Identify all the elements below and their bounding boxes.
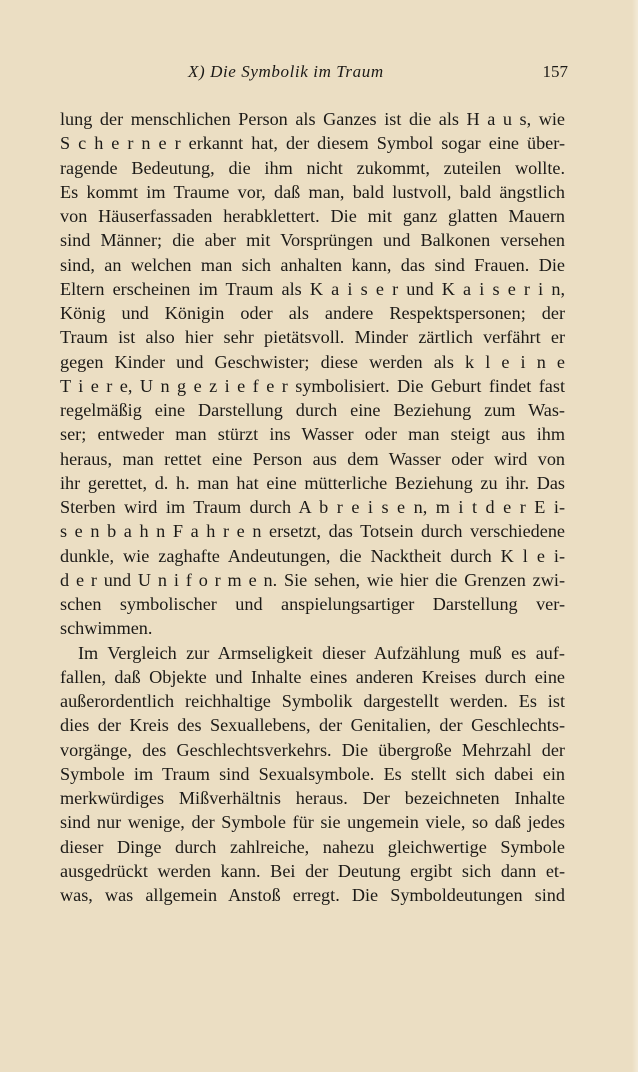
text-line: ser; entweder man stürzt ins Wasser oder man steigt aus ihm (60, 424, 565, 445)
text-line: gegen Kinder und Geschwister; diese werden als k l e i n e (60, 351, 565, 372)
text-line: Eltern erscheinen im Traum als K a i s e r und K a i s e r i n, (60, 278, 565, 299)
text-line: von Häuserfassaden herabklettert. Die mit ganz glatten Mauern (60, 206, 565, 226)
text-line: s e n b a h n F a h r e n ersetzt, das Totsein durch verschiedene (60, 521, 565, 542)
body-text (60, 107, 565, 907)
text-line: sind, an welchen man sich anhalten kann, das sind Frauen. Die (60, 254, 565, 275)
paragraph-end-line: schwimmen. (60, 618, 153, 639)
text-line: dunkle, wie zaghafte Andeutungen, die Nacktheit durch K l e i- (60, 545, 565, 566)
text-line: heraus, man rettet eine Person aus dem Wasser oder wird von (60, 448, 565, 469)
page-header (60, 58, 568, 88)
text-line: außerordentlich reichhaltige Symbolik dargestellt werden. Es ist (60, 691, 565, 711)
text-line: sind Männer; die aber mit Vorsprüngen und Balkonen versehen (60, 230, 565, 251)
text-line: was, was allgemein Anstoß erregt. Die Symboldeutungen sind (60, 885, 565, 905)
text-line: ausgedrückt werden kann. Bei der Deutung ergibt sich dann et- (60, 860, 565, 881)
text-line: ragende Bedeutung, die ihm nicht zukommt, zuteilen wollte. (60, 157, 565, 178)
text-line: T i e r e, U n g e z i e f e r symbolisiert. Die Geburt findet fast (60, 375, 565, 396)
running-title: X) Die Symbolik im Traum (188, 62, 384, 81)
page-number: 157 (542, 62, 568, 81)
text-line: ihr gerettet, d. h. man hat eine mütterliche Beziehung zu ihr. Das (60, 472, 565, 493)
text-line: fallen, daß Objekte und Inhalte eines anderen Kreises durch eine (60, 666, 565, 687)
text-line: König und Königin oder als andere Respektspersonen; der (60, 303, 565, 323)
text-line: S c h e r n e r erkannt hat, der diesem Symbol sogar eine über- (60, 133, 565, 154)
text-line: regelmäßig eine Darstellung durch eine Beziehung zum Was- (60, 400, 565, 420)
text-line: Traum ist also hier sehr pietätsvoll. Minder zärtlich verfährt er (60, 327, 565, 348)
text-line: merkwürdiges Mißverhältnis heraus. Der bezeichneten Inhalte (60, 788, 565, 808)
text-line: dies der Kreis des Sexuallebens, der Genitalien, der Geschlechts- (60, 715, 565, 736)
page-edge (632, 0, 638, 1072)
text-line: lung der menschlichen Person als Ganzes ist die als H a u s, wie (60, 109, 565, 129)
text-line: vorgänge, des Geschlechtsverkehrs. Die übergroße Mehrzahl der (60, 739, 565, 760)
text-line: Sterben wird im Traum durch A b r e i s e n, m i t d e r E i- (60, 497, 565, 517)
text-line: Es kommt im Traume vor, daß man, bald lustvoll, bald ängstlich (60, 181, 565, 202)
text-line: schen symbolischer und anspielungsartiger Darstellung ver- (60, 594, 565, 614)
text-line: sind nur wenige, der Symbole für sie ungemein viele, so daß jedes (60, 812, 565, 833)
paragraph-start-line: Im Vergleich zur Armseligkeit dieser Aufzählung muß es auf- (78, 642, 565, 663)
text-line: d e r und U n i f o r m e n. Sie sehen, wie hier die Grenzen zwi- (60, 569, 565, 590)
text-line: dieser Dinge durch zahlreiche, nahezu gleichwertige Symbole (60, 836, 565, 857)
text-line: Symbole im Traum sind Sexualsymbole. Es stellt sich dabei ein (60, 763, 565, 784)
